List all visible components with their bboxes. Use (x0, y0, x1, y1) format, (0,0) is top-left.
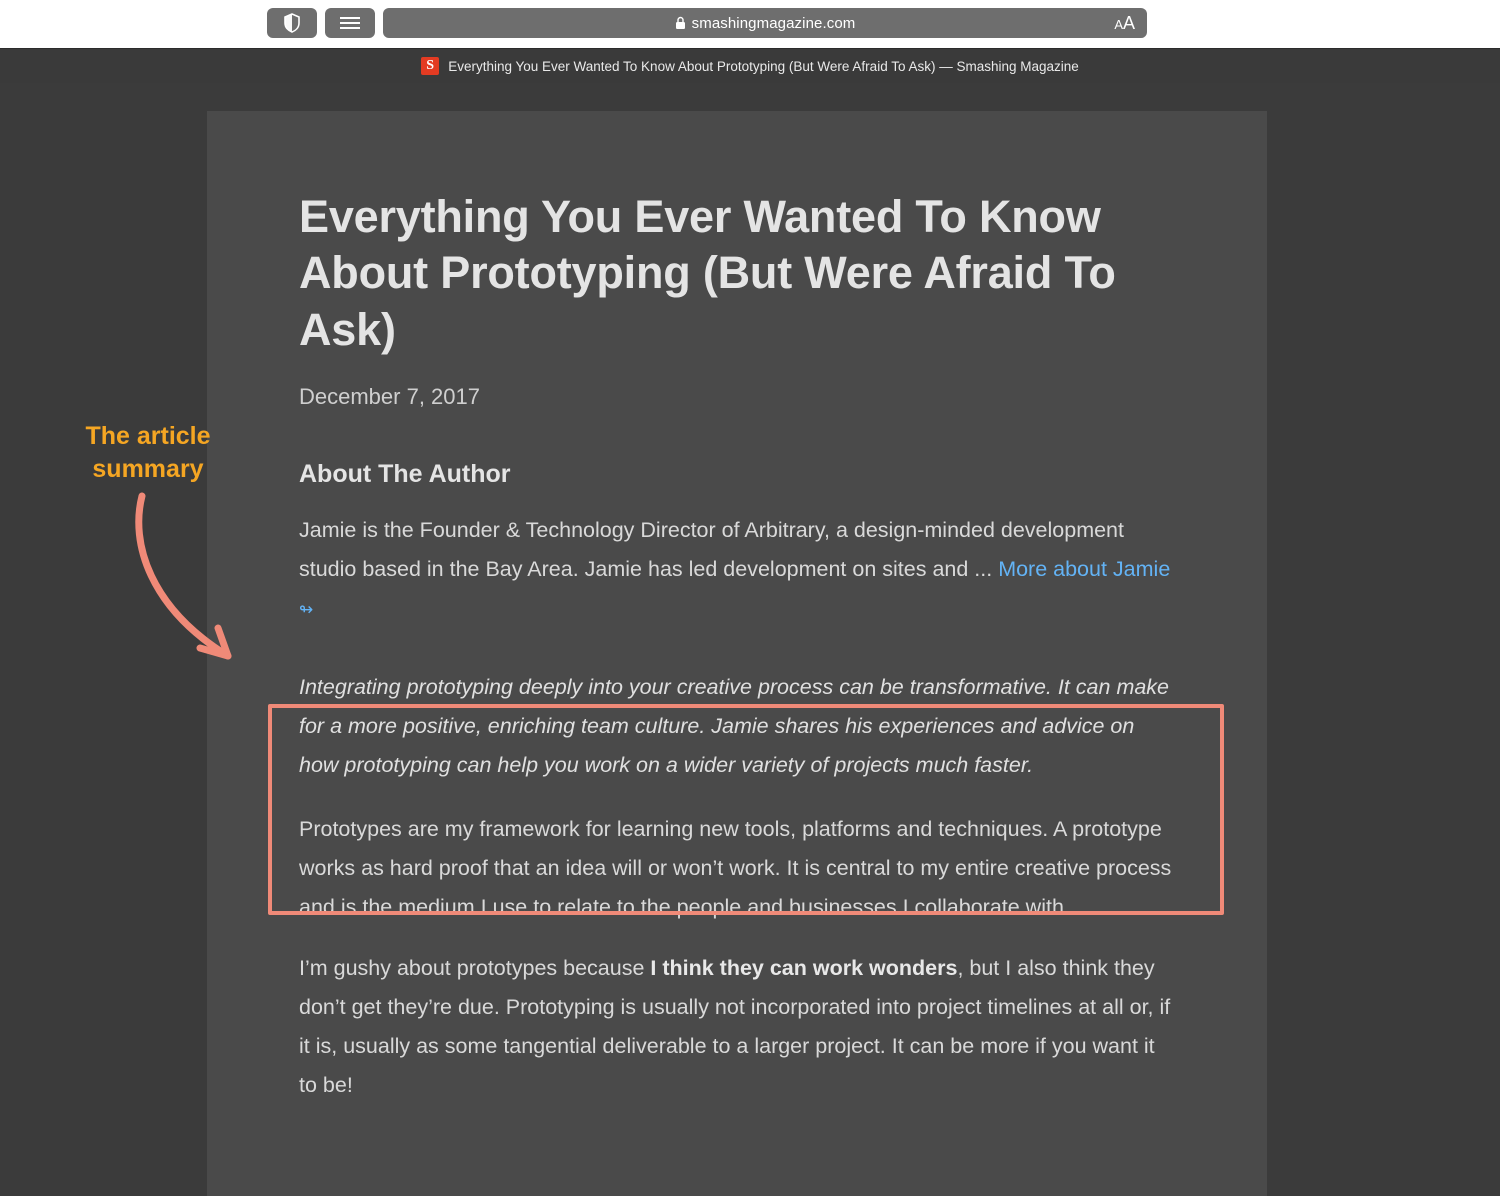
author-heading: About The Author (299, 459, 511, 488)
more-about-author-label: More about Jamie (998, 556, 1171, 581)
text-size-large-label: A (1122, 13, 1135, 33)
sidebar-icon (339, 15, 361, 31)
address-bar[interactable] (383, 8, 1147, 38)
author-bio (299, 511, 1177, 628)
browser-chrome (0, 0, 1500, 48)
paragraph-2-part-1: I’m gushy about prototypes because (299, 955, 651, 980)
url-text: smashingmagazine.com (691, 14, 856, 32)
sidebar-button[interactable] (325, 8, 375, 38)
article-paragraph-1: Prototypes are my framework for learning new tools, platforms and techniques. A prototype works as hard proof that an idea will or won’t work. It is central to my entire creative process and is the medium I use to relate to the people and businesses I collaborate with. (299, 816, 1172, 919)
page-title: Everything You Ever Wanted To Know About Prototyping (But Were Afraid To Ask) (299, 191, 1116, 355)
tab-title: Everything You Ever Wanted To Know About Prototyping (But Were Afraid To Ask) — Smashing Magazine (448, 58, 1079, 74)
link-arrow-icon: ↬ (299, 600, 314, 619)
paragraph-2-bold: I think they can work wonders (650, 955, 958, 980)
text-size-button[interactable] (1114, 14, 1135, 32)
annotation-arrow-icon (120, 488, 280, 698)
tab-active[interactable] (421, 57, 1079, 75)
shield-icon (283, 13, 301, 33)
article-summary-text: Integrating prototyping deeply into your creative process can be transformative. It can make for a more positive, enriching team culture. Jamie shares his experiences and advice on how prototyping can help you work on a wider variety of projects much faster. (299, 675, 1170, 778)
article-date: December 7, 2017 (299, 383, 480, 409)
browser-toolbar (267, 6, 1147, 40)
shield-button[interactable] (267, 8, 317, 38)
lock-icon (675, 16, 686, 30)
author-bio-text: Jamie is the Founder & Technology Director of Arbitrary, a design-minded development studio based in the Bay Area. Jamie has led development on sites and ... (299, 517, 1124, 581)
annotation-label: The article summary (85, 422, 211, 483)
favicon-icon: S (421, 57, 439, 75)
article-paragraph-2 (299, 949, 1177, 1106)
reader-view (207, 111, 1267, 1196)
paragraph-2-part-2: , but I also think they don’t get they’re due. Prototyping is usually not incorporated into project timelines at all or, if it is, usually as some tangential deliverable to a larger project. It can be more if you want it to be! (299, 955, 1171, 1098)
text-size-small-label: A (1114, 17, 1123, 32)
tab-bar (0, 48, 1500, 84)
article-summary (299, 662, 1177, 787)
